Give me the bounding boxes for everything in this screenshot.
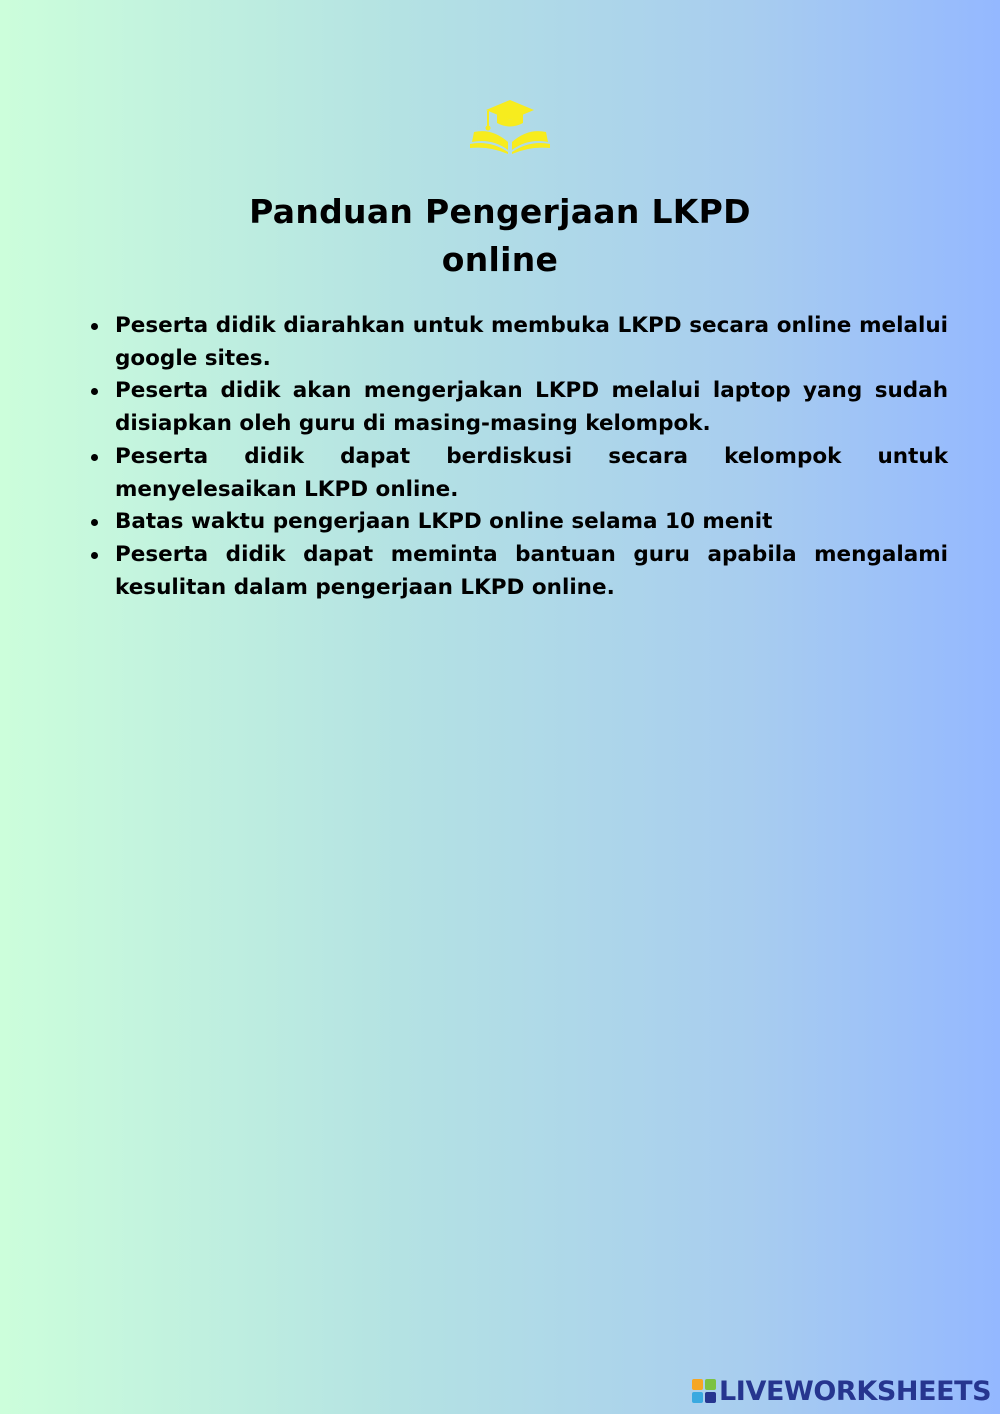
list-item <box>86 310 948 375</box>
title-line-1: Panduan Pengerjaan LKPD <box>249 192 751 231</box>
list-item <box>86 375 948 440</box>
brand-name: LIVEWORKSHEETS <box>719 1375 992 1407</box>
liveworksheets-brand[interactable] <box>692 1374 991 1408</box>
list-item-text: Peserta didik dapat berdiskusi secara kelompok untuk menyelesaikan LKPD online. <box>115 443 948 502</box>
list-item-text: Batas waktu pengerjaan LKPD online selama 10 menit <box>115 509 773 535</box>
page-title <box>0 188 1000 284</box>
bullet-icon <box>91 519 98 526</box>
bullet-icon <box>91 323 98 330</box>
bullet-icon <box>91 388 98 395</box>
list-item-text: Peserta didik dapat meminta bantuan guru apabila mengalami kesulitan dalam pengerjaan LKPD online. <box>115 541 948 600</box>
list-item <box>86 441 948 506</box>
bullet-icon <box>91 454 98 461</box>
title-line-2: online <box>441 240 559 279</box>
list-item <box>86 506 948 539</box>
bullet-icon <box>91 552 98 559</box>
liveworksheets-logo-icon <box>692 1379 716 1403</box>
graduation-cap-book-icon <box>468 98 552 154</box>
list-item-text: Peserta didik akan mengerjakan LKPD melalui laptop yang sudah disiapkan oleh guru di masing-masing kelompok. <box>115 378 948 437</box>
list-item-text: Peserta didik diarahkan untuk membuka LKPD secara online melalui google sites. <box>115 313 948 371</box>
list-item <box>86 539 948 604</box>
instruction-list <box>86 310 948 604</box>
